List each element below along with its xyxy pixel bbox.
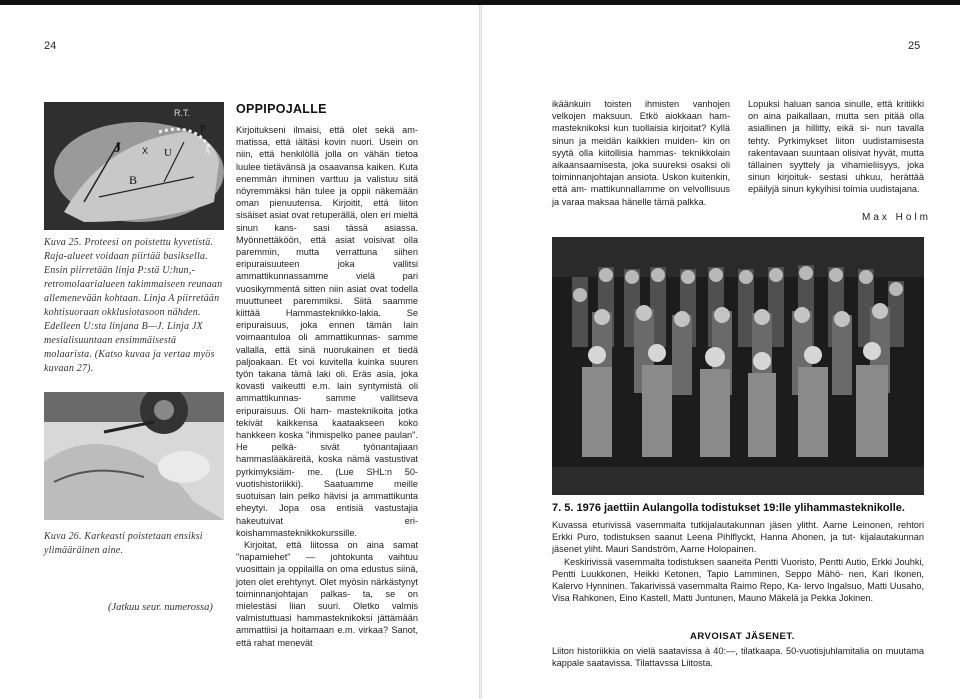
signature: Max Holm — [862, 212, 932, 223]
left-page-number: 24 — [44, 40, 57, 52]
label-x: X — [142, 146, 149, 156]
label-p: P — [200, 124, 206, 135]
notice-text: Liiton historiikkia on vielä saatavissa à 40:—, tilatkaapa. 50-vuotisjuhlamitalia on muutama kappale saatavissa. Tilattavssa Liitosta. — [552, 646, 924, 669]
article-column — [236, 124, 418, 649]
figure-26-caption: Kuva 26. Karkeasti poistetaan ensiksi ylimääräinen aine. — [44, 531, 203, 556]
group-photo — [552, 237, 924, 495]
label-a: A — [204, 146, 211, 156]
article-paragraph-2: Kirjoitat, että liitossa on aina samat "napamiehet" — johtokunta vaihtuu vuosittain ja oppilailla on oma edustus siinä, joten olet erehtynyt. Olet myösin närkästynyt toiminnanjohtajan palkas- ta, se on mielestäsi liian suuri. Oletko valmis valmistuttuasi hammasteknikoksi jättämään ammattiisi ja hoitamaan e.m. virkaa? Sanot, että rahat menevät — [236, 539, 418, 648]
label-u: U — [164, 147, 172, 159]
label-rt: R.T. — [174, 108, 191, 118]
figure-25-caption: Kuva 25. Proteesi on poistettu kyvetistä. Raja-alueet voidaan piirtää basiksella. Ensin piirretään linja P:stä U:hun,- retromolaarialueen takimmaiseen reunaan allemenevään kohtaan. Linja A piirretään kohtisuoraan okklusiotasoon nähden. Edelleen U:sta linjana B—J. Linja JX mesialisuuntaan ensimmäisestä molaarista. (Katso kuvaa ja vertaa myös kuvaan 27). — [44, 237, 223, 374]
right-column-1: ikäänkuin toisten ihmisten vanhojen velkojen maksuun. Etkö aiokkaan ham- masteknikoksi kun tuollaisia kirjoitat? Kyllä sinun ja meidän kaikkien muiden- kin on syytä olla kiitollisia hammas- teknikkolain aikaansaamisesta, joka suureksi osaksi oli toiminnanjohtajan ansiota. Uskon kuitenkin, että am- mattikunnallamme on velvollisuus ja varaa maksaa hänelle tämä palkka. — [552, 99, 730, 207]
right-column-2: Lopuksi haluan sanoa sinulle, että kritiikki on aina paikallaan, mutta sen pitää olla asiallinen ja hillitty, eikä si- nun tavalla tehty. Pyrkimykset liiton uudistamisesta rakentavaan suuntaan olisivat hyvät, mutta tällainen syyttely ja vihamieliisyys, joka sinun kirjoituk- sestasi uhkuu, herättää epäilyjä sinun kykyihisi toimia uudistajana. — [748, 99, 924, 195]
photo-caption — [552, 519, 924, 604]
article-paragraph-1: Kirjoitukseni ilmaisi, että olet sekä am- matissa, että iältäsi kovin nuori. Usein on niin, että henkilöllä jolla on vähän tietoa luulee tietävänsä ja osaavansa kaiken. Kuta enemmän ihminen varttuu ja valistuu sitä nöyremmäksi hän tulee ja oppii näkemään oman pienuutensa. Kirjoitit, että liiton sisäiset asiat ovat retuperällä, olen eri mieltä sinun kans- sasi tässä asiassa. Myönnettäköön, että asiat voisivat olla paremmin, mutta verrattuna siihen eripuraisuuteen joka vallitsi ammattikunnassamme vielä pari vuosikymmentä sitten niin asiat ovat todella muuttuneet paremmiksi. Siitä saamme kiittää Hammasteknikko-lakia. Se eripuraisuus, joka ennen tämän lain voimaantuloa oli ammattikunnas- samme vallalla, että sinä nuorukainen et tiedä paljoakaan. Et voi kuvitella kuinka suuren työn takana tämä laki oli. Eräs asia, joka kovasti vaikeutti e.m. lain syntymistä oli ammattikunnas- samme vallitseva eripuraisuus. Oli ham- masteknikoita jotka tekivät kaikkensa kaataakseen koko hankkeen koska "ihmispelko panee paulan". He pelkä- sivät työnantajiaan hammaslääkäreitä, koska nämä vastustivat pyrkimyksiäm- me. (Lue SHL:n 50-vuotishistoriikki). Saatuamme meille suotuisan lain pelko hävisi ja ammattikunta eheytyi. Jopa osa entisiä vastustajia hakeutuivat eri- koishammasteknikkokurssille. — [236, 125, 418, 538]
article-title: OPPIPOJALLE — [236, 102, 327, 116]
label-b: B — [129, 173, 138, 187]
photo-caption-front-row: Kuvassa eturivissä vasemmalta tutkijalautakunnan jäsen ylitht. Aarne Leinonen, rehtori Erkki Puro, todistuksen saanut Leena Pihlflyckt, Hanna Ahonen, ja tut- kijalautakunnan jäsenet yliht. Mauri Sandström, Aarne Holopainen. — [552, 520, 924, 555]
photo-caption-middle-back-rows: Keskirivissä vasemmalta todistuksen saaneita Pentti Vuoristo, Pentti Autio, Erkki Jouhki, Pentti Luukkonen, Heikki Ketonen, Tapio Lamminen, Seppo Mähö- nen, Kari Ikonen, Kalervo Hynninen. Takarivissä vasemmalta Raimo Repo, Ka- lervo Ingalsuo, Matti Uusaho, Visa Rahkonen, Eino Kastell, Matti Juntunen, Mauno Mäkelä ja Pekka Jokinen. — [552, 556, 924, 604]
notice-heading: ARVOISAT JÄSENET. — [690, 631, 795, 642]
photo-heading: 7. 5. 1976 jaettiin Aulangolla todistukset 19:lle ylihammasteknikolle. — [552, 502, 905, 514]
figure-26-photo — [44, 392, 224, 520]
continued-note: (Jatkuu seur. numerossa) — [108, 602, 213, 613]
figure-25-photo — [44, 102, 224, 230]
label-j: J — [114, 141, 121, 156]
page-gutter — [479, 5, 482, 699]
right-page-number: 25 — [908, 40, 921, 52]
